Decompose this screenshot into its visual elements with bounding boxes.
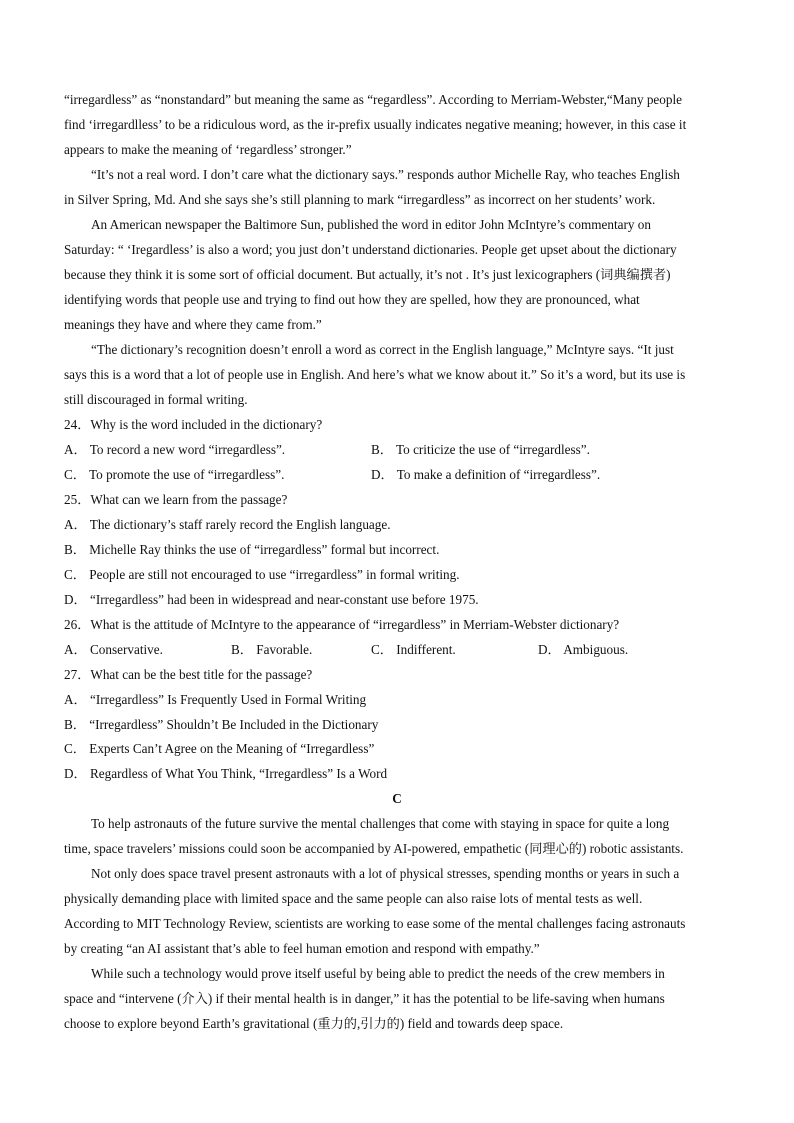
question-27-stem: 27．What can be the best title for the passage? — [64, 667, 313, 682]
passage-b-line: “irregardless” as “nonstandard” but meaning the same as “regardless”. According to Merriam-Webster,“Many people — [64, 92, 682, 107]
passage-c-line: Not only does space travel present astronauts with a lot of physical stresses, spending months or years in such a — [91, 866, 680, 881]
passage-b-line: find ‘irregardlless’ to be a ridiculous word, as the ir-prefix usually indicates negative meaning; however, in this case it — [64, 117, 687, 132]
question-24-option-a: A． To record a new word “irregardless”. — [64, 442, 286, 457]
passage-c-line: According to MIT Technology Review, scientists are working to ease some of the mental challenges facing astronauts — [64, 916, 686, 931]
passage-b-line: Saturday: “ ‘Iregardless’ is also a word; you just don’t understand dictionaries. People get upset about the dictionary — [64, 242, 677, 257]
passage-b-line: says this is a word that a lot of people use in English. And here’s what we know about it.” So it’s a word, but its use is — [64, 367, 686, 382]
question-27-option-b: B． “Irregardless” Shouldn’t Be Included in the Dictionary — [64, 717, 379, 732]
question-27-option-d: D． Regardless of What You Think, “Irregardless” Is a Word — [64, 766, 388, 781]
question-26-option-c: C． Indifferent. — [371, 642, 456, 657]
passage-b-line: identifying words that people use and trying to find out how they are spelled, how they are pronounced, what — [64, 292, 640, 307]
question-27-option-c: C． Experts Can’t Agree on the Meaning of “Irregardless” — [64, 741, 375, 756]
passage-c-line: choose to explore beyond Earth’s gravitational (重力的,引力的) field and towards deep space. — [64, 1016, 564, 1031]
passage-b-line: meanings they have and where they came from.” — [64, 317, 322, 332]
question-27-option-a: A． “Irregardless” Is Frequently Used in Formal Writing — [64, 692, 367, 707]
passage-b-line: still discouraged in formal writing. — [64, 392, 248, 407]
passage-b-line: An American newspaper the Baltimore Sun, published the word in editor John McIntyre’s commentary on — [91, 217, 651, 232]
question-24-stem: 24．Why is the word included in the dictionary? — [64, 417, 323, 432]
section-heading-c: C — [392, 791, 402, 806]
passage-c-line: time, space travelers’ missions could soon be accompanied by AI-powered, empathetic (同理心的) robotic assistants. — [64, 841, 684, 856]
question-26-option-a: A． Conservative. — [64, 642, 163, 657]
passage-c-line: physically demanding place with limited space and the same people can also raise lots of mental tests as well. — [64, 891, 643, 906]
passage-b-line: appears to make the meaning of ‘regardless’ stronger.” — [64, 142, 352, 157]
question-26-option-b: B． Favorable. — [231, 642, 313, 657]
passage-b-line: because they think it is some sort of official document. But actually, it’s not . It’s just lexicographers (词典编撰者) — [64, 267, 671, 282]
passage-b-line: in Silver Spring, Md. And she says she’s still planning to mark “irregardless” as incorrect on her students’ work. — [64, 192, 656, 207]
question-24-option-d: D． To make a definition of “irregardless”. — [371, 467, 601, 482]
question-25-stem: 25．What can we learn from the passage? — [64, 492, 288, 507]
passage-c-line: by creating “an AI assistant that’s able to feel human emotion and respond with empathy.” — [64, 941, 540, 956]
question-25-option-d: D． “Irregardless” had been in widespread and near-constant use before 1975. — [64, 592, 479, 607]
question-26-stem: 26．What is the attitude of McIntyre to the appearance of “irregardless” in Merriam-Webster dictionary? — [64, 617, 620, 632]
question-26-option-d: D． Ambiguous. — [538, 642, 629, 657]
passage-b-line: “The dictionary’s recognition doesn’t enroll a word as correct in the English language,” McIntyre says. “It just — [91, 342, 674, 357]
question-25-option-c: C． People are still not encouraged to use “irregardless” in formal writing. — [64, 567, 460, 582]
question-25-option-b: B． Michelle Ray thinks the use of “irregardless” formal but incorrect. — [64, 542, 440, 557]
question-25-option-a: A． The dictionary’s staff rarely record the English language. — [64, 517, 391, 532]
question-24-option-b: B． To criticize the use of “irregardless”. — [371, 442, 590, 457]
passage-b-line: “It’s not a real word. I don’t care what the dictionary says.” responds author Michelle Ray, who teaches English — [91, 167, 680, 182]
passage-c-line: While such a technology would prove itself useful by being able to predict the needs of the crew members in — [91, 966, 665, 981]
passage-c-line: To help astronauts of the future survive the mental challenges that come with staying in space for quite a long — [91, 816, 670, 831]
passage-c-line: space and “intervene (介入) if their mental health is in danger,” it has the potential to be life-saving when humans — [64, 991, 665, 1006]
question-24-option-c: C． To promote the use of “irregardless”. — [64, 467, 285, 482]
